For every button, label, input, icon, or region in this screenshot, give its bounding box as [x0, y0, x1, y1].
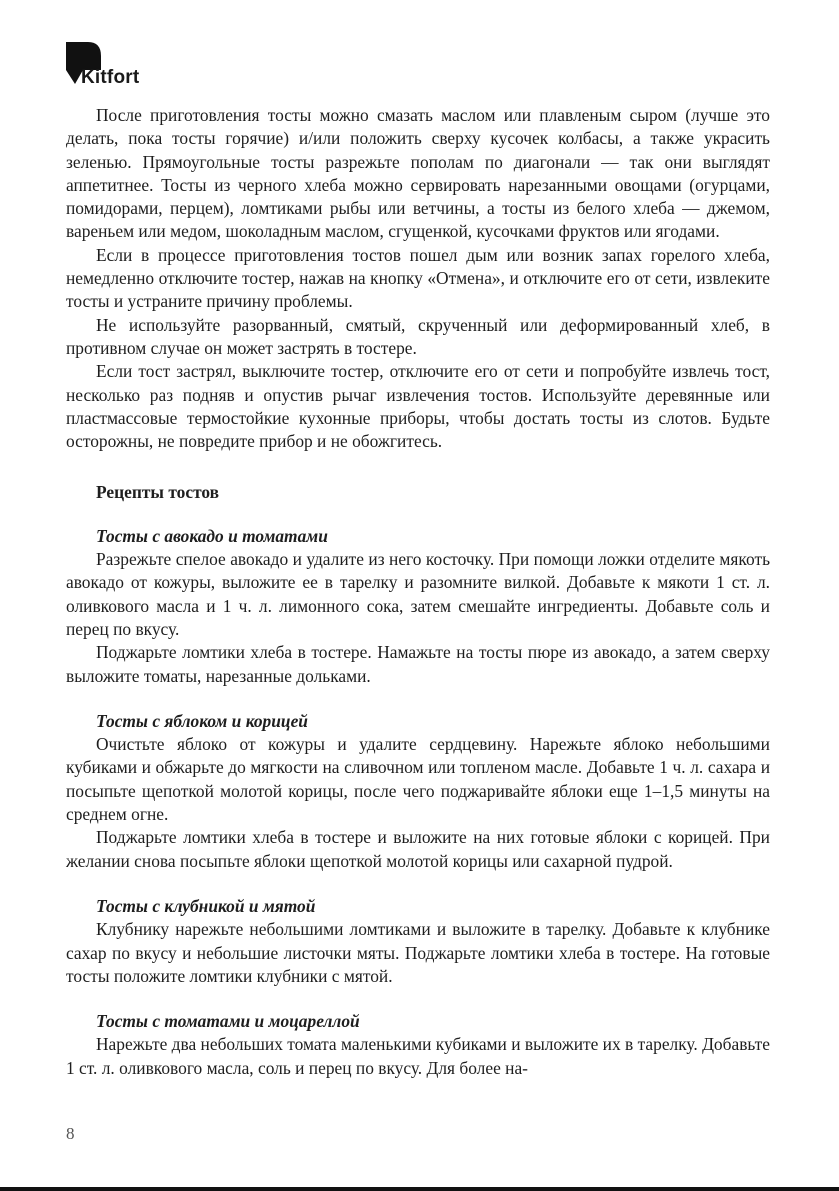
section-heading: Рецепты тостов	[96, 482, 220, 503]
page-bottom-edge	[0, 1187, 839, 1191]
recipe-title: Тосты с авокадо и томатами	[96, 525, 328, 546]
recipe-title: Тосты с клубникой и мятой	[96, 895, 316, 916]
paragraph: Разрежьте спелое авокадо и удалите из него косточку. При помощи ложки отделите мякоть авокадо от кожуры, выложите ее в тарелку и разомните вилкой. Добавьте к мякоти 1 ст. л. оливкового масла и 1 ч. л. лимонного сока, затем смешайте ингредиенты. Добавьте соль и перец по вкусу.	[66, 549, 770, 639]
paragraph: Поджарьте ломтики хлеба в тостере. Намажьте на тосты пюре из авокадо, а затем сверху выложите томаты, нарезанные дольками.	[66, 642, 770, 686]
paragraph: Если тост застрял, выключите тостер, отключите его от сети и попробуйте извлечь тост, несколько раз подняв и опустив рычаг извлечения тостов. Используйте деревянные или пластмассовые термостойкие кухонные приборы, чтобы достать тосты из слотов. Будьте осторожны, не повредите прибор и не обожгитесь.	[66, 361, 770, 452]
paragraph: Не используйте разорванный, смятый, скрученный или деформированный хлеб, в противном случае он может застрять в тостере.	[66, 314, 770, 358]
page-number: 8	[66, 1124, 75, 1143]
recipe-title: Тосты с яблоком и корицей	[96, 710, 308, 731]
paragraph: Поджарьте ломтики хлеба в тостере и выложите на них готовые яблоки с корицей. При желании снова посыпьте яблоки щепоткой молотой корицы или сахарной пудрой.	[66, 827, 770, 871]
brand-name: Kitfort	[81, 67, 140, 88]
paragraph: Если в процессе приготовления тостов пошел дым или возник запах горелого хлеба, немедленно отключите тостер, нажав на кнопку «Отмена», и отключите его от сети, извлеките тосты и устраните причину проблемы.	[66, 244, 770, 312]
brand-logo	[66, 42, 186, 92]
paragraph: Клубнику нарежьте небольшими ломтиками и выложите в тарелку. Добавьте к клубнике сахар по вкусу и небольшие листочки мяты. Поджарьте ломтики хлеба в тостере. На готовые тосты положите ломтики клубники с мятой.	[66, 919, 770, 986]
recipe-title: Тосты с томатами и моцареллой	[96, 1011, 360, 1032]
paragraph: Нарежьте два небольших томата маленькими кубиками и выложите их в тарелку. Добавьте 1 ст. л. оливкового масла, соль и перец по вкусу. Для более на-	[66, 1034, 770, 1078]
paragraph: Очистьте яблоко от кожуры и удалите сердцевину. Нарежьте яблоко небольшими кубиками и обжарьте до мягкости на сливочном или топленом масле. Добавьте 1 ч. л. сахара и посыпьте щепоткой молотой корицы, после чего поджаривайте яблоки еще 1–1,5 минуты на среднем огне.	[66, 734, 770, 825]
paragraph: После приготовления тосты можно смазать маслом или плавленым сыром (лучше это делать, пока тосты горячие) и/или положить сверху кусочек колбасы, а также украсить зеленью. Прямоугольные тосты разрежьте пополам по диагонали — так они выглядят аппетитнее. Тосты из черного хлеба можно сервировать нарезанными овощами (огурцами, помидорами, перцем), ломтиками рыбы или ветчины, а тосты из белого хлеба — джемом, вареньем или медом, шоколадным маслом, сгущенкой, кусочками фруктов или ягодами.	[66, 105, 770, 242]
document-body	[66, 104, 770, 1080]
